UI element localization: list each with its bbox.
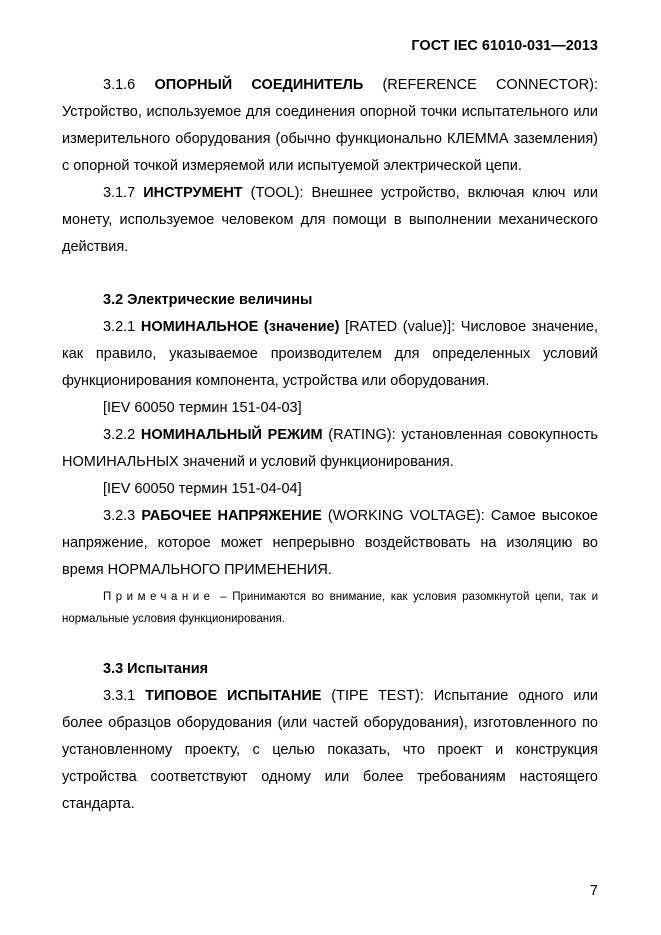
term: ИНСТРУМЕНТ <box>143 185 243 201</box>
definition-text: (WORKING VOLTAGE): Самое высокое напряжение, которое может непрерывно воздействовать на изоляцию во время НОРМАЛЬНОГО ПРИМЕНЕНИЯ. <box>62 508 598 578</box>
clause-number: 3.2.3 <box>103 508 136 524</box>
definition-3-2-1 <box>62 314 598 395</box>
definition-text: (TOOL): Внешнее устройство, включая ключ или монету, используемое человеком для помощи в выполнении механического действия. <box>62 185 598 255</box>
definition-3-1-7 <box>62 180 598 261</box>
definition-3-3-1 <box>62 683 598 818</box>
document-header: ГОСТ IEC 61010-031—2013 <box>411 38 598 54</box>
term: РАБОЧЕЕ НАПРЯЖЕНИЕ <box>141 508 322 524</box>
definition-text: [RATED (value)]: Числовое значение, как правило, указываемое производителем для определенных условий функционирования компонента, устройства или оборудования. <box>62 319 598 389</box>
clause-number: 3.2.2 <box>103 427 136 443</box>
definition-text: (REFERENCE CONNECTOR): Устройство, используемое для соединения опорной точки испытательного или измерительного оборудования (обычно функционально КЛЕММА заземления) с опорной точкой измеряемой или испытуемой электрической цепи. <box>62 77 598 174</box>
iev-reference: [IEV 60050 термин 151-04-04] <box>103 481 302 497</box>
note-label: Примечание <box>103 591 215 603</box>
section-heading-3-2: 3.2 Электрические величины <box>103 292 313 308</box>
iev-reference: [IEV 60050 термин 151-04-03] <box>103 400 302 416</box>
note-text: – Принимаются во внимание, как условия разомкнутой цепи, так и нормальные условия функционирования. <box>62 591 598 625</box>
definition-3-2-3 <box>62 503 598 584</box>
document-body <box>62 72 598 818</box>
definition-3-2-2 <box>62 422 598 476</box>
term: ТИПОВОЕ ИСПЫТАНИЕ <box>145 688 322 704</box>
clause-number: 3.3.1 <box>103 688 136 704</box>
clause-number: 3.1.7 <box>103 185 136 201</box>
definition-text: (TIPE TEST): Испытание одного или более образцов оборудования (или частей оборудования), изготовленного по установленному проекту, с целью показать, что проект и конструкция устройства соответствуют одному или более требованиям настоящего стандарта. <box>62 688 599 812</box>
term: НОМИНАЛЬНЫЙ РЕЖИМ <box>140 427 323 443</box>
term: НОМИНАЛЬНОЕ (значение) <box>140 319 340 335</box>
definition-3-1-6 <box>62 72 598 180</box>
definition-text: (RATING): установленная совокупность НОМИНАЛЬНЫХ значений и условий функционирования. <box>62 427 598 470</box>
note <box>62 586 598 630</box>
term: ОПОРНЫЙ СОЕДИНИТЕЛЬ <box>154 77 364 93</box>
section-heading-3-3: 3.3 Испытания <box>103 661 209 677</box>
clause-number: 3.1.6 <box>103 77 136 93</box>
clause-number: 3.2.1 <box>103 319 136 335</box>
page-number: 7 <box>589 883 598 899</box>
